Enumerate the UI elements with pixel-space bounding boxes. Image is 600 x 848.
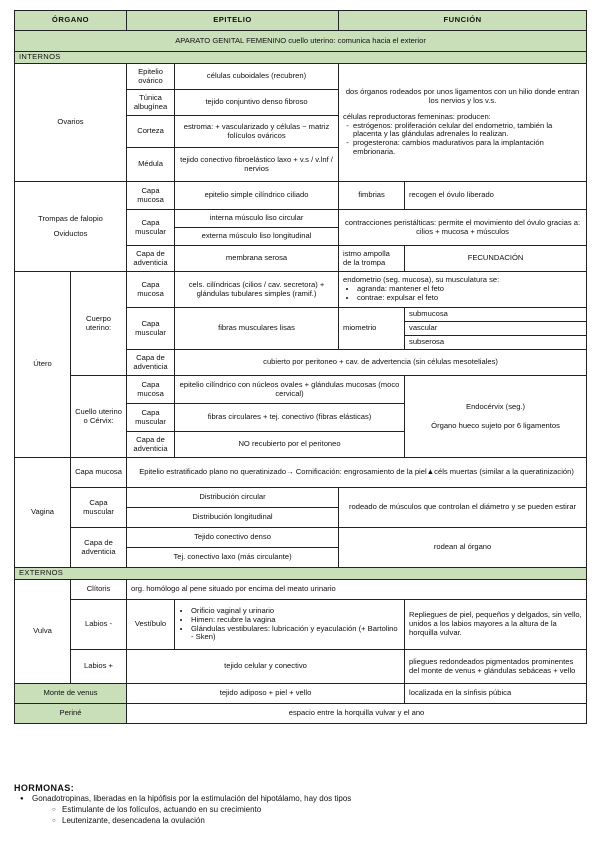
cuello-func-1: Endocérvix (seg.)	[466, 401, 526, 411]
layer-epithelium: cels. cilíndricas (cilios / cav. secretora) + glándulas tubulares simples (ramif.)	[175, 272, 339, 308]
layer-name: Médula	[127, 148, 175, 182]
header-epitelio: EPITELIO	[127, 11, 339, 31]
utero-miometrio: miometrio	[339, 308, 405, 350]
list-item: • contrae: expulsar el feto	[357, 294, 582, 303]
utero-cuerpo-mucosa-func	[339, 272, 587, 308]
organ-table	[14, 10, 587, 724]
trompas-fimbrias: fimbrias	[339, 182, 405, 210]
vestibulo-list	[175, 600, 405, 650]
miometrio-sub: vascular	[405, 322, 587, 336]
list-item: • agranda: mantener el feto	[357, 285, 582, 294]
vulva-clitoris-text: org. homólogo al pene situado por encima del meato urinario	[127, 580, 587, 600]
list-item: • Orificio vaginal y urinario	[191, 607, 400, 616]
layer-name: Capa de adventicia	[127, 432, 175, 458]
layer-name: Túnica albugínea	[127, 90, 175, 116]
organ-ovarios: Ovarios	[15, 64, 127, 182]
organ-vagina: Vagina	[15, 458, 71, 568]
layer-epithelium: células cuboidales (recubren)	[175, 64, 339, 90]
miometrio-sub: submucosa	[405, 308, 587, 322]
layer-epithelium: tejido conectivo fibroelástico laxo + v.s / v.lnf / nervios	[175, 148, 339, 182]
vagina-adventicia-func: rodean al órgano	[339, 528, 587, 568]
hormonas-title: HORMONAS:	[14, 783, 75, 793]
table-title: APARATO GENITAL FEMENINO cuello uterino: comunica hacia el exterior	[15, 31, 587, 52]
layer-epithelium: Distribución circular	[127, 488, 339, 508]
vulva-vestibulo: Vestíbulo	[127, 600, 175, 650]
layer-name: Epitelio ovárico	[127, 64, 175, 90]
trompas-fimbrias-func: recogen el óvulo liberado	[405, 182, 587, 210]
vulva-labios-mayores: Labios +	[71, 650, 127, 684]
layer-name: Capa de adventicia	[127, 246, 175, 272]
layer-epithelium: Tejido conectivo denso	[127, 528, 339, 548]
layer-name: Corteza	[127, 116, 175, 148]
layer-epithelium: membrana serosa	[175, 246, 339, 272]
organ-utero: Útero	[15, 272, 71, 458]
list-item: ○ Leutenizante, desencadena la ovulación	[14, 816, 586, 827]
layer-name: Capa de adventicia	[127, 350, 175, 376]
organ-monte-venus: Monte de venus	[15, 684, 127, 704]
layer-name: Capa mucosa	[127, 272, 175, 308]
layer-name: Capa mucosa	[127, 376, 175, 404]
header-funcion: FUNCIÓN	[339, 11, 587, 31]
trompas-muscular-func: contracciones peristálticas: permite el movimiento del óvulo gracias a: cilios + mucosa + músculos	[339, 210, 587, 246]
ovarios-funcion	[339, 64, 587, 182]
organ-perine: Periné	[15, 704, 127, 724]
layer-epithelium: estroma: + vascularizado y células ~ matriz folículos ováricos	[175, 116, 339, 148]
layer-name: Capa mucosa	[71, 458, 127, 488]
miometrio-sub: subserosa	[405, 336, 587, 350]
layer-epithelium: NO recubierto por el peritoneo	[175, 432, 405, 458]
ovarios-func-p1: dos órganos rodeados por unos ligamentos con un hilio donde entran los nervios y los v.s.	[345, 86, 580, 105]
layer-epithelium: epitelio cilíndrico con núcleos ovales + glándulas mucosas (moco cervical)	[175, 376, 405, 404]
vulva-labios-mayores-epi: tejido celular y conectivo	[127, 650, 405, 684]
layer-epithelium: Tej. conectivo laxo (más circulante)	[127, 548, 339, 568]
trompas-name-1: Trompas de falopio	[38, 213, 103, 223]
perine-text: espacio entre la horquilla vulvar y el ano	[127, 704, 587, 724]
list-item: - progesterona: cambios madurativos para la implantación embrionaria.	[353, 139, 582, 157]
utero-cuello-func	[405, 376, 587, 458]
utero-cuerpo-adventicia: cubierto por peritoneo + cav. de advertencia (sin células mesoteliales)	[175, 350, 587, 376]
section-internos: INTERNOS	[15, 52, 587, 64]
trompas-istmo: istmo ampolla de la trompa	[339, 246, 405, 272]
organ-trompas	[15, 182, 127, 272]
vulva-labios-menores: Labios -	[71, 600, 127, 650]
header-organo: ÓRGANO	[15, 11, 127, 31]
layer-name: Capa muscular	[127, 210, 175, 246]
layer-epithelium: interna músculo liso circular	[175, 210, 339, 228]
layer-epithelium: externa músculo liso longitudinal	[175, 228, 339, 246]
layer-epithelium: fibras musculares lisas	[175, 308, 339, 350]
list-item: ○ Estimulante de los folículos, actuando en su crecimiento	[14, 805, 586, 816]
layer-epithelium: tejido conjuntivo denso fibroso	[175, 90, 339, 116]
utero-cuello: Cuello uterino o Cérvix:	[71, 376, 127, 458]
hormonas-notes	[14, 782, 586, 827]
list-item: - estrógenos: proliferación celular del endometrio, también la placenta y las glándulas adrenales lo realizan.	[353, 122, 582, 140]
vulva-clitoris: Clítoris	[71, 580, 127, 600]
layer-name: Capa mucosa	[127, 182, 175, 210]
layer-epithelium: epitelio simple cilíndrico ciliado	[175, 182, 339, 210]
header-row	[15, 11, 587, 31]
vulva-labios-menores-func: Repliegues de piel, pequeños y delgados, sin vello, unidos a los labios mayores a la altura de la horquilla vulvar.	[405, 600, 587, 650]
layer-name: Capa muscular	[127, 308, 175, 350]
section-externos: EXTERNOS	[15, 568, 587, 580]
organ-vulva: Vulva	[15, 580, 71, 684]
utero-cuerpo: Cuerpo uterino:	[71, 272, 127, 376]
layer-epithelium: fibras circulares + tej. conectivo (fibras elásticas)	[175, 404, 405, 432]
list-item: • Himen: recubre la vagina	[191, 616, 400, 625]
monte-func: localizada en la sínfisis púbica	[405, 684, 587, 704]
monte-epi: tejido adiposo + piel + vello	[127, 684, 405, 704]
ovarios-func-p2: células reproductoras femeninas: producen:	[343, 111, 491, 121]
layer-name: Capa de adventicia	[71, 528, 127, 568]
layer-epithelium: Distribución longitudinal	[127, 508, 339, 528]
trompas-fecundacion: FECUNDACIÓN	[405, 246, 587, 272]
utero-cuerpo-mucosa-func-title: endometrio (seg. mucosa), su musculatura se:	[343, 275, 500, 285]
layer-name: Capa muscular	[71, 488, 127, 528]
trompas-name-2: Oviductos	[53, 228, 88, 238]
list-item: • Glándulas vestibulares: lubricación y eyaculación (+ Bartolino - Sken)	[191, 625, 400, 643]
vagina-mucosa-text: Epitelio estratificado plano no queratinizado→ Cornificación: engrosamiento de la piel▲céls muertas (similar a la queratinización)	[127, 458, 587, 488]
vagina-muscular-func: rodeado de músculos que controlan el diámetro y se pueden estirar	[339, 488, 587, 528]
cuello-func-2: Órgano hueco sujeto por 6 ligamentos	[431, 420, 560, 430]
vulva-labios-mayores-func: pliegues redondeados pigmentados prominentes del monte de venus + glándulas sebáceas + vello	[405, 650, 587, 684]
layer-name: Capa muscular	[127, 404, 175, 432]
list-item: ● Gonadotropinas, liberadas en la hipófisis por la estimulación del hipotálamo, hay dos tipos	[14, 794, 586, 805]
